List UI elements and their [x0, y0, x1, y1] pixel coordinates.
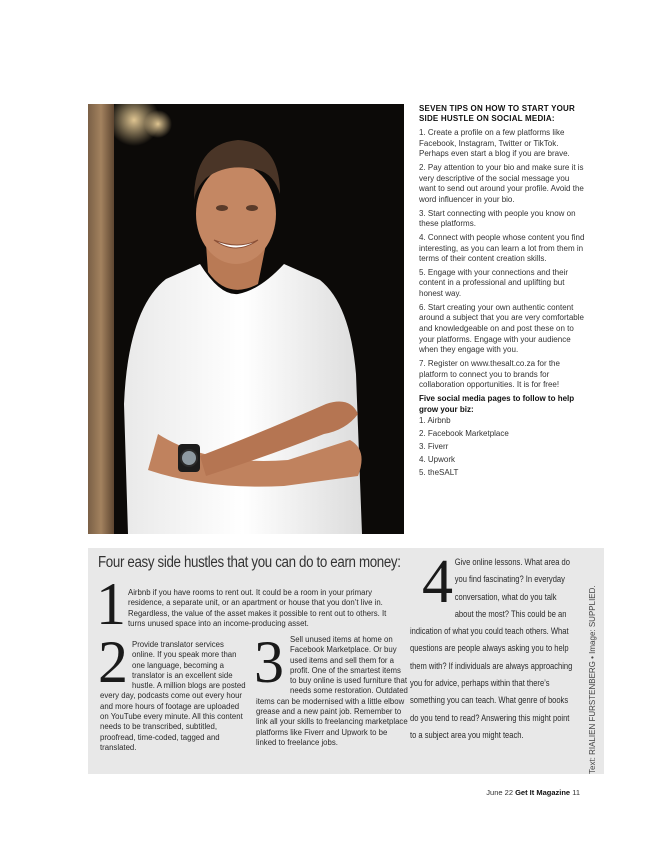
hustle-text-2-wrap [100, 640, 246, 753]
pages-list-item: 3. Fiverr [419, 442, 449, 452]
hustle-text-3: Sell unused items at home on Facebook Marketplace. Or buy used items and sell them for a profit. One of the smartest items to buy online is used furniture that needs some restoration. Outdated items can be modernised with a little elbow grease and a new paint job. Remember to link all your skills to freelancing marketplace platforms like Fiverr and Upwork to be linked to freelance jobs. [256, 635, 408, 747]
footer-magazine: Get It Magazine [515, 788, 571, 797]
tip-item: 7. Register on www.thesalt.co.za for the platform to connect you to brands for collaboration opportunities. It is for free! [419, 359, 560, 390]
pages-list-item: 2. Facebook Marketplace [419, 429, 509, 439]
tip-item: 6. Start creating your own authentic content around a subject that you are very comfortable and knowledgeable on and post these on to your platforms. Engage with your audience when they engage with you. [419, 302, 584, 355]
photo-credit: Text: RIALIEN FURSTENBERG • Image: SUPPLIED. [588, 585, 597, 774]
tips-column [419, 104, 585, 481]
tip-item: 5. Engage with your connections and their content in a professional and uplifting but honest way. [419, 267, 568, 299]
hustle-text-4: Give online lessons. What area do you find fascinating? In everyday conversation, what do you talk about the most? This could be an indication of what you could teach others. What questions are people always asking you to help them with? If individuals are always approaching you for advice, perhaps within that there’s something you can teach. What genre of books do you tend to read? Answering this might point to a subject area you might teach. [410, 557, 573, 740]
hustle-4-float-spacer [410, 554, 455, 606]
pages-list-item: 1. Airbnb [419, 416, 451, 426]
hustle-3-float-spacer [256, 635, 290, 687]
side-hustles-title: Four easy side hustles that you can do to earn money: [98, 554, 401, 571]
page-footer [486, 788, 580, 797]
footer-page-number: 11 [572, 788, 580, 797]
tips-heading: SEVEN TIPS ON HOW TO START YOUR SIDE HUSTLE ON SOCIAL MEDIA: [419, 104, 575, 123]
hustle-text-1: Airbnb if you have rooms to rent out. It could be a room in your primary residence, a separate unit, or an apartment or house that you don’t live in. Regardless, the value of the asset makes it possible to rent out to others. It turns unused space into an income-producing asset. [128, 588, 387, 628]
footer-issue: June 22 [486, 788, 513, 797]
hustle-text-3-wrap [256, 635, 408, 748]
pages-list-item: 5. theSALT [419, 468, 459, 478]
hustle-number-1: 1 [96, 571, 126, 637]
pages-list [419, 416, 585, 479]
tip-item: 2. Pay attention to your bio and make sure it is very descriptive of the social message you want to send out around your profile. Avoid the word influencer in your bio. [419, 162, 584, 204]
portrait-photo [88, 104, 404, 534]
pages-list-item: 4. Upwork [419, 455, 456, 465]
hustle-text-4-wrap [410, 554, 575, 744]
hustle-2-float-spacer [100, 640, 132, 686]
hustle-text-2: Provide translator services online. If you speak more than one language, becoming a translator is an excellent side hustle. A million blogs are posted every day, podcasts come out every hour and more hours of footage are uploaded on YouTube every minute. All this content needs to be transcribed, subtitled, proofread, time-coded, tagged and translated. [100, 640, 246, 752]
hustle-number-4: 4 [422, 548, 453, 616]
hustle-number-3: 3 [254, 629, 284, 695]
hustle-number-2: 2 [98, 629, 128, 695]
pages-heading: Five social media pages to follow to help grow your biz: [419, 393, 575, 414]
tip-item: 4. Connect with people whose content you find interesting, as you can learn a lot from them in terms of their content creation skills. [419, 232, 585, 264]
tip-item: 3. Start connecting with people you know on these platforms. [419, 208, 576, 229]
tip-item: 1. Create a profile on a few platforms like Facebook, Instagram, Twitter or TikTok. Perhaps even start a blog if you are brave. [419, 128, 570, 159]
